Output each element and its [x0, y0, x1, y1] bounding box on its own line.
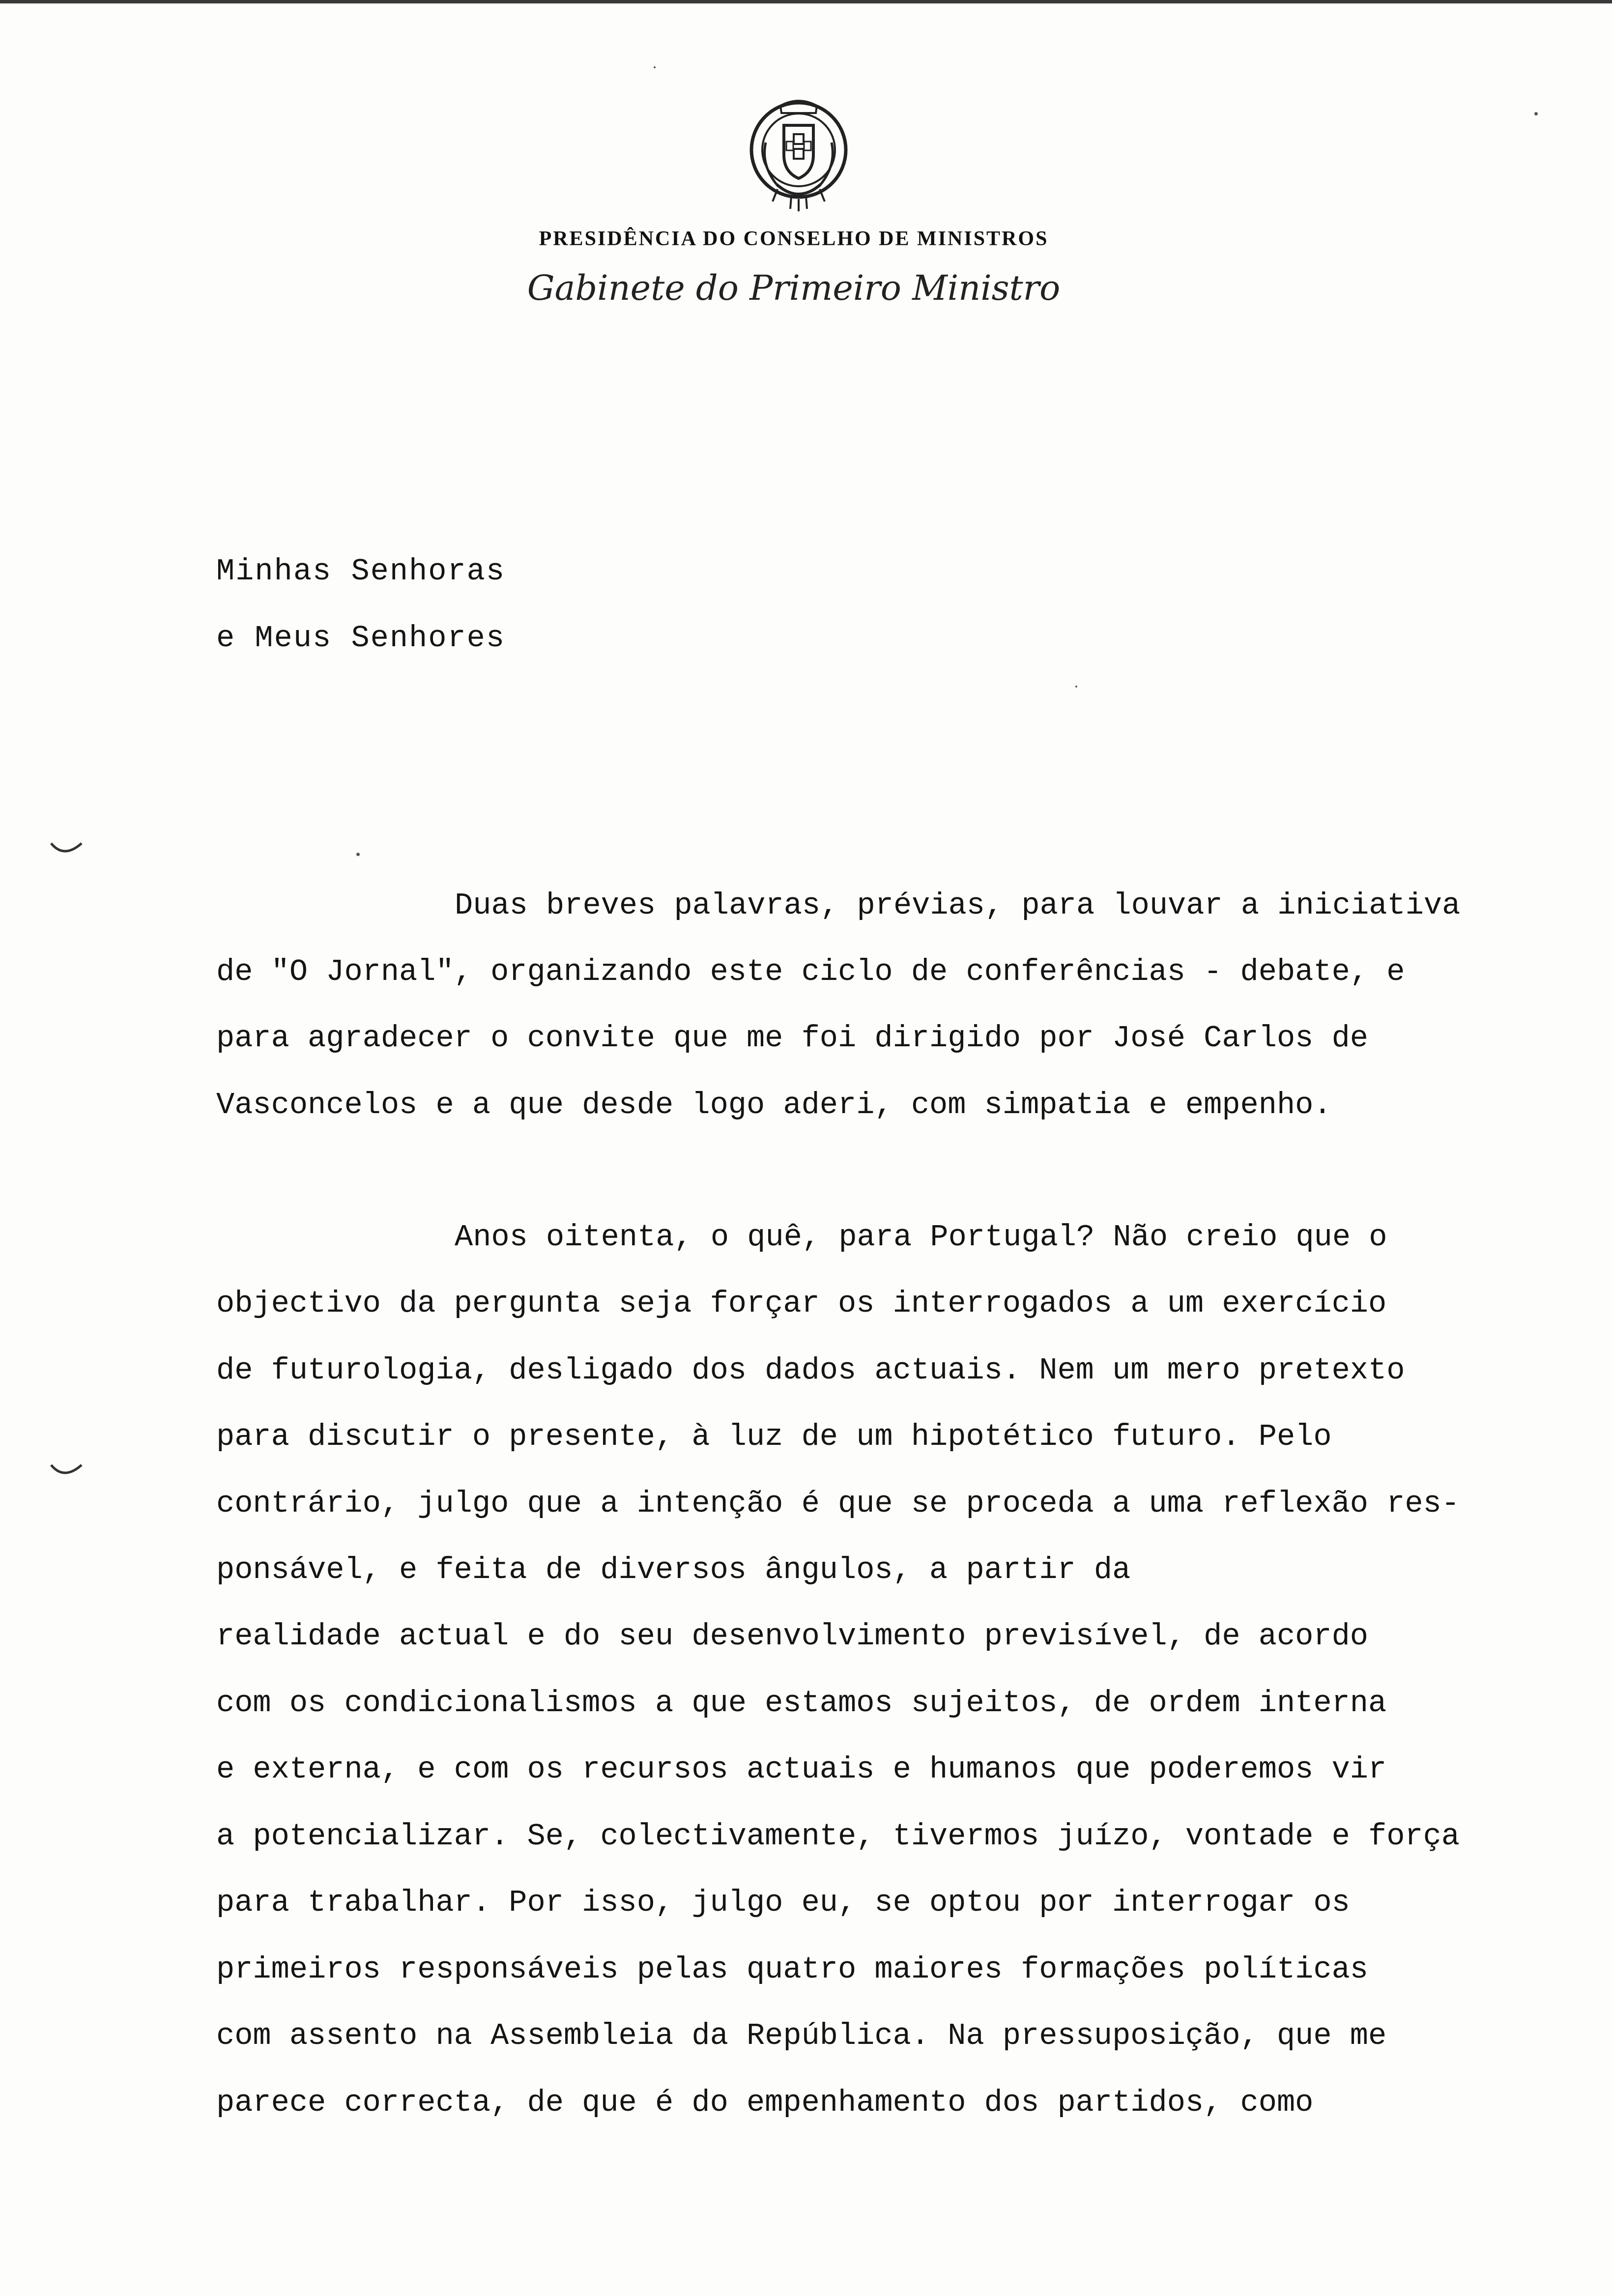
paragraph-2-line-5: contrário, julgo que a intenção é que se proceda a uma reflexão res-	[216, 1486, 1460, 1521]
paragraph-1-line-4: Vasconcelos e a que desde logo aderi, com simpatia e empenho.	[216, 1088, 1332, 1122]
paragraph-1-line-1: Duas breves palavras, prévias, para louvar a iniciativa	[455, 888, 1461, 923]
paragraph-2-line-3: de futurologia, desligado dos dados actuais. Nem um mero pretexto	[216, 1353, 1405, 1388]
paragraph-1-line-2: de "O Jornal", organizando este ciclo de conferências - debate, e	[216, 954, 1405, 989]
paragraph-2-line-6: ponsável, e feita de diversos ângulos, a partir da	[216, 1552, 1131, 1587]
salutation-line-1: Minhas Senhoras	[216, 554, 506, 589]
paragraph-2-line-1: Anos oitenta, o quê, para Portugal? Não creio que o	[455, 1220, 1387, 1255]
top-border-line	[0, 0, 1612, 3]
paragraph-2-line-14: parece correcta, de que é do empenhamento dos partidos, como	[216, 2085, 1314, 2120]
portuguese-coat-of-arms-icon	[737, 91, 860, 214]
paragraph-2-line-2: objectivo da pergunta seja forçar os interrogados a um exercício	[216, 1286, 1387, 1321]
paragraph-2-line-11: para trabalhar. Por isso, julgo eu, se optou por interrogar os	[216, 1885, 1350, 1920]
paragraph-2-line-9: e externa, e com os recursos actuais e humanos que poderemos vir	[216, 1752, 1387, 1787]
margin-mark	[49, 1462, 84, 1482]
page-speck	[1075, 686, 1077, 688]
cabinet-name: Gabinete do Primeiro Ministro	[527, 268, 1061, 308]
paragraph-1-line-3: para agradecer o convite que me foi dirigido por José Carlos de	[216, 1021, 1368, 1056]
paragraph-2-line-13: com assento na Assembleia da República. Na pressuposição, que me	[216, 2018, 1387, 2053]
salutation-line-2: e Meus Senhores	[216, 621, 506, 656]
paragraph-2-line-7: realidade actual e do seu desenvolvimento previsível, de acordo	[216, 1619, 1368, 1654]
paragraph-2-line-4: para discutir o presente, à luz de um hipotético futuro. Pelo	[216, 1419, 1332, 1454]
paragraph-2-line-10: a potencializar. Se, colectivamente, tivermos juízo, vontade e força	[216, 1819, 1460, 1854]
margin-mark	[49, 840, 84, 860]
page-speck	[356, 853, 360, 856]
institution-name: PRESIDÊNCIA DO CONSELHO DE MINISTROS	[539, 228, 1049, 250]
paragraph-2-line-8: com os condicionalismos a que estamos sujeitos, de ordem interna	[216, 1686, 1387, 1721]
page-speck	[654, 66, 656, 68]
page-speck	[1534, 112, 1538, 115]
paragraph-2-line-12: primeiros responsáveis pelas quatro maiores formações políticas	[216, 1952, 1368, 1987]
